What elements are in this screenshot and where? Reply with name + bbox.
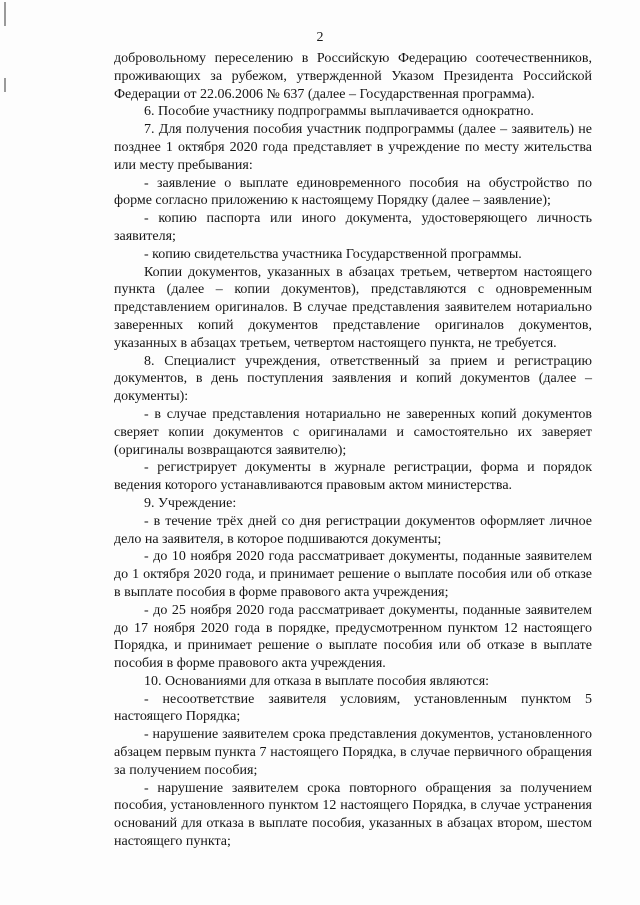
list-item: - копию паспорта или иного документа, удостоверяющего личность заявителя; <box>114 211 592 244</box>
page-number: 2 <box>316 30 324 45</box>
list-item: - заявление о выплате единовременного пособия на обустройство по форме согласно приложению к настоящему Порядку (далее – заявление); <box>114 175 592 209</box>
list-item: - нарушение заявителем срока представления документов, установленного абзацем первым пункта 7 настоящего Порядка, в случае первичного обращения за получением пособия; <box>114 727 592 778</box>
paragraph: 9. Учреждение: <box>144 495 237 511</box>
paragraph: Копии документов, указанных в абзацах третьем, четвертом настоящего пункта (далее – копии документов), представляются с одновременным представлением оригиналов. В случае представления заявителем нотариально заверенных копий документов представление оригиналов документов, указанных в абзацах третьем, четвертом настоящего пункта, не требуется. <box>114 264 592 351</box>
list-item: - копию свидетельства участника Государственной программы. <box>144 246 522 262</box>
paragraph: 7. Для получения пособия участник подпрограммы (далее – заявитель) не позднее 1 октября 2020 года представляет в учреждение по месту жительства или месту пребывания: <box>114 122 592 173</box>
list-item: - нарушение заявителем срока повторного обращения за получением пособия, установленного пунктом 12 настоящего Порядка, в случае устранения оснований для отказа в выплате пособия, указанных в абзацах втором, шестом настоящего пункта; <box>114 780 592 850</box>
scan-margin-mark <box>4 78 6 92</box>
list-item: - в случае представления нотариально не заверенных копий документов сверяет копии документов с оригиналами и самостоятельно их заверяет (оригиналы возвращаются заявителю); <box>114 406 592 458</box>
list-item: - регистрирует документы в журнале регистрации, форма и порядок ведения которого устанавливаются правовым актом министерства. <box>114 460 592 494</box>
list-item: - несоответствие заявителя условиям, установленным пунктом 5 настоящего Порядка; <box>114 691 592 725</box>
paragraph: добровольному переселению в Российскую Федерацию соотечественников, проживающих за рубежом, утвержденной Указом Президента Российской Федерации от 22.06.2006 № 637 (далее – Государственная программа). <box>114 51 592 102</box>
paragraph: 8. Специалист учреждения, ответственный за прием и регистрацию документов, в день поступления заявления и копий документов (далее – документы): <box>114 353 592 405</box>
scan-margin-mark <box>4 2 6 26</box>
paragraph: 10. Основаниями для отказа в выплате пособия являются: <box>144 673 490 689</box>
list-item: - в течение трёх дней со дня регистрации документов оформляет личное дело на заявителя, в которое подшиваются документы; <box>114 513 592 547</box>
list-item: - до 25 ноября 2020 года рассматривает документы, поданные заявителем до 17 ноября 2020 года в порядке, предусмотренном пунктом 12 настоящего Порядка, и принимает решение о выплате пособия или об отказе в выплате пособия в форме правового акта учреждения. <box>114 602 592 672</box>
paragraph: 6. Пособие участнику подпрограммы выплачивается однократно. <box>144 104 534 120</box>
document-body <box>114 50 592 851</box>
list-item: - до 10 ноября 2020 года рассматривает документы, поданные заявителем до 1 октября 2020 года, и принимает решение о выплате пособия или об отказе в выплате пособия в форме правового акта учреждения; <box>114 549 592 600</box>
